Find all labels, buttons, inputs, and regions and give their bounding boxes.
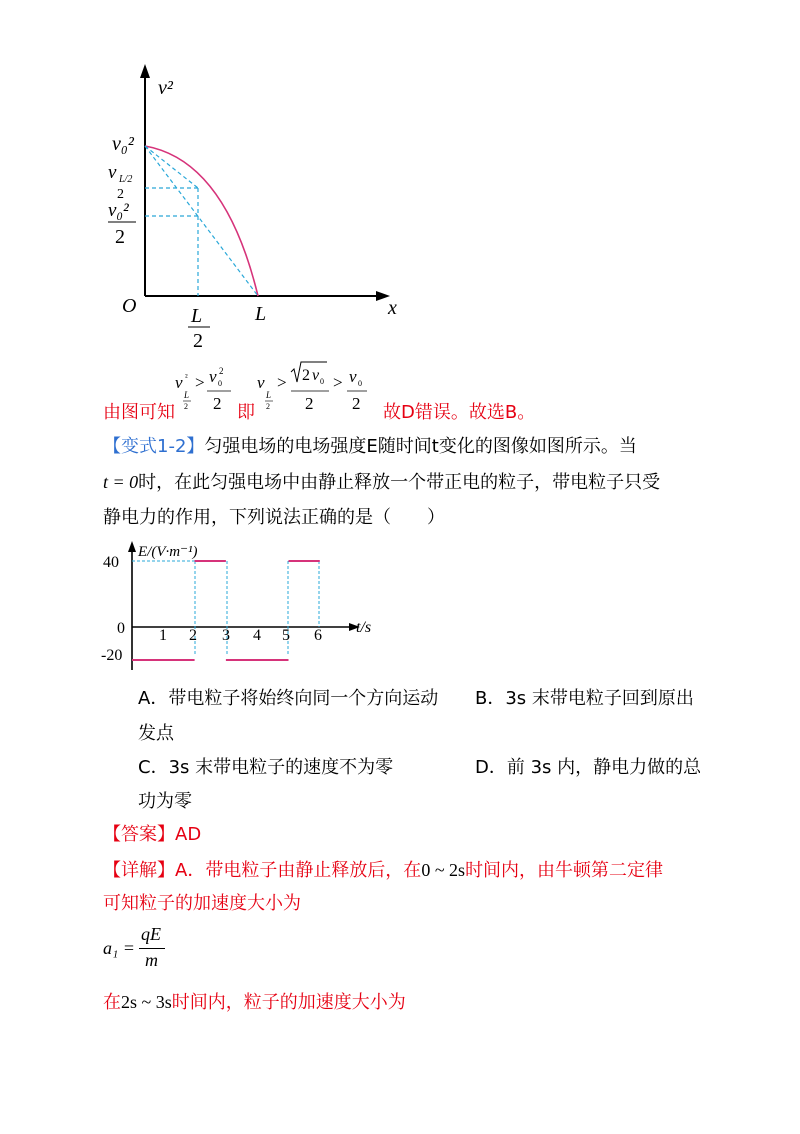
conclusion-connector: 即	[237, 402, 255, 423]
t-tick-5: 5	[282, 627, 290, 644]
tick-vL2-sub: L/2	[119, 174, 133, 185]
acceleration-formula	[103, 920, 183, 978]
svg-text:v: v	[349, 367, 357, 386]
t-tick-4: 4	[253, 627, 261, 644]
e-tick-40: 40	[103, 554, 119, 571]
inequality-2-formula	[255, 358, 380, 422]
question-text-1: 匀强电场的电场强度E随时间t变化的图像如图所示。当	[204, 436, 637, 457]
svg-text:2: 2	[184, 402, 188, 411]
svg-text:2: 2	[213, 394, 222, 413]
conclusion-prefix: 由图可知	[103, 402, 175, 423]
tick-vL2-num: v	[108, 162, 117, 183]
tick-L: L	[255, 303, 267, 325]
option-d-line-2[interactable]: 功为零	[138, 791, 192, 812]
svg-text:v: v	[312, 367, 320, 384]
t-tick-2: 2	[189, 627, 197, 644]
e-axis-arrow	[128, 541, 136, 552]
question-tag: 【变式1-2】	[103, 436, 205, 457]
formula-denominator: m	[145, 950, 158, 970]
y-axis-label: v²	[158, 77, 173, 99]
tick-L-half-den: 2	[193, 330, 203, 352]
svg-text:²: ²	[185, 372, 188, 382]
formula-lhs: a₁ =	[103, 938, 135, 958]
tick-v0-squared: v₀²	[112, 133, 134, 155]
conclusion-line	[103, 358, 703, 426]
svg-text:0: 0	[320, 377, 324, 386]
explanation-text-1a: A．带电粒子由静止释放后，在	[175, 860, 422, 881]
range-0-2s: 0 ~ 2s	[421, 860, 466, 880]
svg-text:>: >	[195, 373, 205, 392]
explanation-line-3	[103, 990, 406, 1015]
formula-bar	[139, 948, 165, 949]
t-tick-3: 3	[222, 627, 230, 644]
e-t-graph	[95, 535, 395, 675]
svg-text:L: L	[266, 390, 272, 400]
option-a[interactable]: A．带电粒子将始终向同一个方向运动	[138, 688, 439, 709]
svg-text:2: 2	[352, 394, 361, 413]
explanation-text-3a: 在	[103, 992, 121, 1013]
question-text-2: 时，在此匀强电场中由静止释放一个带正电的粒子，带电粒子只受	[138, 472, 661, 493]
option-c[interactable]: C．3s 末带电粒子的速度不为零	[138, 757, 394, 778]
tick-v0sq-half-num: v₀²	[108, 200, 129, 221]
svg-text:2: 2	[305, 394, 314, 413]
dashed-chord	[145, 146, 258, 296]
explanation-text-1b: 时间内，由牛顿第二定律	[465, 860, 664, 881]
e-axis-label: E/(V·m⁻¹)	[138, 544, 198, 560]
svg-text:>: >	[277, 373, 287, 392]
formula-numerator: qE	[141, 924, 161, 944]
question-line-1	[103, 435, 637, 459]
option-b-line-2[interactable]: 发点	[138, 723, 174, 744]
v-squared-graph	[100, 60, 420, 360]
svg-text:L: L	[184, 390, 190, 400]
tick-vL2-den: 2	[117, 187, 124, 202]
svg-text:0: 0	[218, 379, 222, 388]
explanation-label: 【详解】	[103, 860, 175, 881]
t-equals-zero: t = 0	[103, 472, 139, 492]
explanation-line-2: 可知粒子的加速度大小为	[103, 893, 301, 914]
origin-label: O	[122, 295, 137, 317]
answer-label: 【答案】	[103, 824, 175, 845]
option-d-line-1[interactable]: D．前 3s 内，静电力做的总	[475, 757, 702, 778]
tick-v0sq-half-den: 2	[115, 226, 125, 248]
svg-text:>: >	[333, 373, 343, 392]
question-line-3: 静电力的作用，下列说法正确的是（ ）	[103, 507, 445, 528]
svg-text:2: 2	[266, 402, 270, 411]
svg-text:0: 0	[358, 379, 362, 388]
svg-text:2: 2	[219, 366, 224, 376]
y-axis-arrow	[140, 64, 150, 78]
t-tick-1: 1	[159, 627, 167, 644]
answer-value: AD	[175, 824, 202, 845]
tick-L-half-num: L	[191, 305, 203, 327]
svg-text:2: 2	[302, 367, 310, 384]
t-tick-6: 6	[314, 627, 322, 644]
option-b-line-1[interactable]: B．3s 末带电粒子回到原出	[475, 688, 694, 709]
e-tick-neg20: -20	[101, 647, 123, 664]
answer-line	[103, 823, 201, 847]
t-axis-label: t/s	[356, 619, 372, 636]
question-line-2	[103, 470, 660, 495]
conclusion-suffix: 故D错误。故选B。	[383, 402, 536, 423]
x-axis-label: x	[388, 297, 397, 319]
svg-text:v: v	[209, 367, 217, 386]
e-segments	[132, 561, 320, 660]
svg-text:v: v	[257, 373, 265, 392]
explanation-text-3b: 时间内，粒子的加速度大小为	[171, 992, 406, 1013]
range-2s-3s: 2s ~ 3s	[121, 992, 172, 1012]
explanation-line-1	[103, 858, 663, 883]
e-tick-0: 0	[117, 620, 125, 637]
svg-text:v: v	[175, 373, 183, 392]
